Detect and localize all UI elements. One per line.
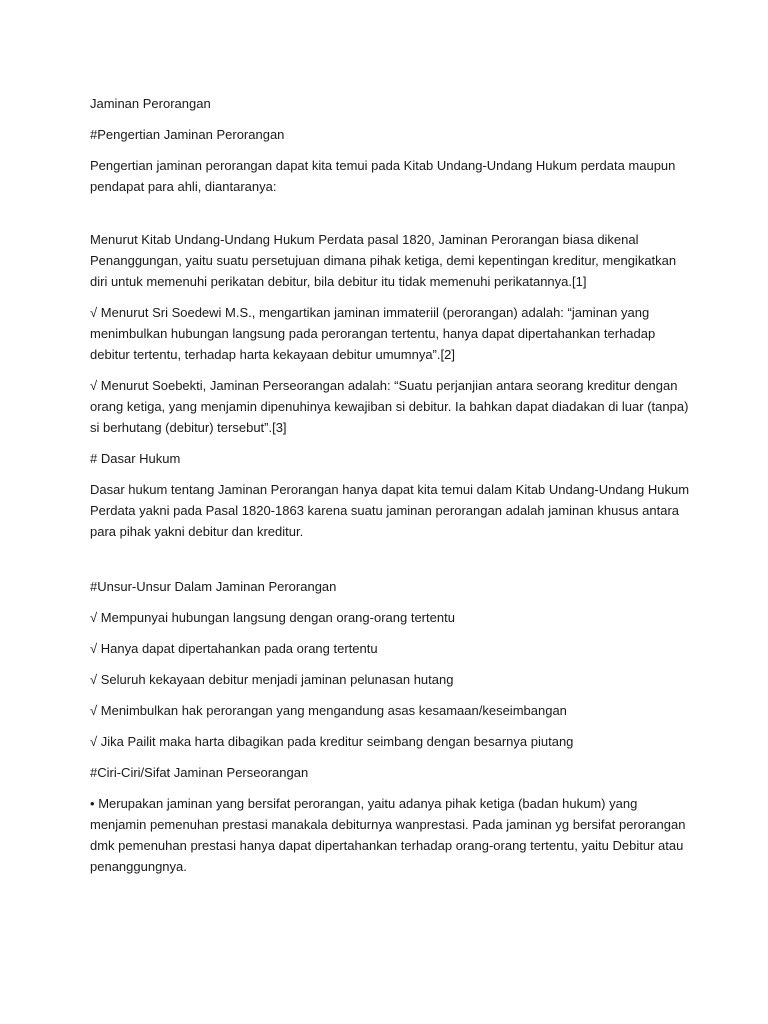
dasar-hukum-text: Dasar hukum tentang Jaminan Perorangan hanya dapat kita temui dalam Kitab Undang-Undang Hukum Perdata yakni pada Pasal 1820-1863 karena suatu jaminan perorangan adalah jaminan khusus antara para pihak yakni debitur dan kreditur. — [90, 482, 690, 539]
opinion-text: Menurut Soebekti, Jaminan Perseorangan adalah: “Suatu perjanjian antara seorang kreditur dengan orang ketiga, yang menjamin dipenuhinya kewajiban si debitur. Ia bahkan dapat diadakan di luar (tanpa) si berhutang (debitur) tersebut”.[3] — [90, 378, 689, 435]
unsur-text: Hanya dapat dipertahankan pada orang tertentu — [100, 641, 378, 656]
check-mark-icon: √ — [90, 378, 98, 393]
opinion-item — [90, 375, 690, 438]
pengertian-intro: Pengertian jaminan perorangan dapat kita temui pada Kitab Undang-Undang Hukum perdata maupun pendapat para ahli, diantaranya: — [90, 158, 676, 194]
unsur-item — [90, 700, 690, 721]
unsur-item — [90, 669, 690, 690]
heading-unsur: #Unsur-Unsur Dalam Jaminan Perorangan — [90, 579, 337, 594]
bullet-icon: • — [90, 796, 95, 811]
ciri-item — [90, 793, 690, 877]
opinion-item — [90, 302, 690, 365]
document-title: Jaminan Perorangan — [90, 96, 211, 111]
heading-dasar-hukum: # Dasar Hukum — [90, 451, 181, 466]
document-page — [90, 93, 690, 887]
unsur-text: Menimbulkan hak perorangan yang mengandung asas kesamaan/keseimbangan — [100, 703, 567, 718]
check-mark-icon: √ — [90, 305, 98, 320]
heading-ciri: #Ciri-Ciri/Sifat Jaminan Perseorangan — [90, 765, 309, 780]
check-mark-icon: √ — [90, 641, 98, 656]
pengertian-kuh-perdata: Menurut Kitab Undang-Undang Hukum Perdata pasal 1820, Jaminan Perorangan biasa dikenal Penanggungan, yaitu suatu persetujuan dimana pihak ketiga, demi kepentingan kreditur, mengikatkan diri untuk memenuhi perikatan debitur, bila debitur itu tidak memenuhi perikatannya.[1] — [90, 232, 677, 289]
unsur-text: Seluruh kekayaan debitur menjadi jaminan pelunasan hutang — [100, 672, 454, 687]
heading-pengertian: #Pengertian Jaminan Perorangan — [90, 127, 285, 142]
unsur-item — [90, 607, 690, 628]
unsur-text: Jika Pailit maka harta dibagikan pada kreditur seimbang dengan besarnya piutang — [100, 734, 574, 749]
unsur-text: Mempunyai hubungan langsung dengan orang-orang tertentu — [100, 610, 455, 625]
ciri-text: Merupakan jaminan yang bersifat perorangan, yaitu adanya pihak ketiga (badan hukum) yang menjamin pemenuhan prestasi manakala debiturnya wanprestasi. Pada jaminan yg bersifat perorangan dmk pemenuhan prestasi hanya dapat dipertahankan terhadap orang-orang tertentu, yaitu Debitur atau penanggungnya. — [90, 796, 686, 874]
check-mark-icon: √ — [90, 734, 98, 749]
check-mark-icon: √ — [90, 610, 98, 625]
unsur-item — [90, 638, 690, 659]
check-mark-icon: √ — [90, 703, 98, 718]
opinion-text: Menurut Sri Soedewi M.S., mengartikan jaminan immateriil (perorangan) adalah: “jaminan yang menimbulkan hubungan langsung pada perorangan tertentu, hanya dapat dipertahankan terhadap debitur tertentu, terhadap harta kekayaan debitur umumnya”.[2] — [90, 305, 656, 362]
check-mark-icon: √ — [90, 672, 98, 687]
unsur-item — [90, 731, 690, 752]
